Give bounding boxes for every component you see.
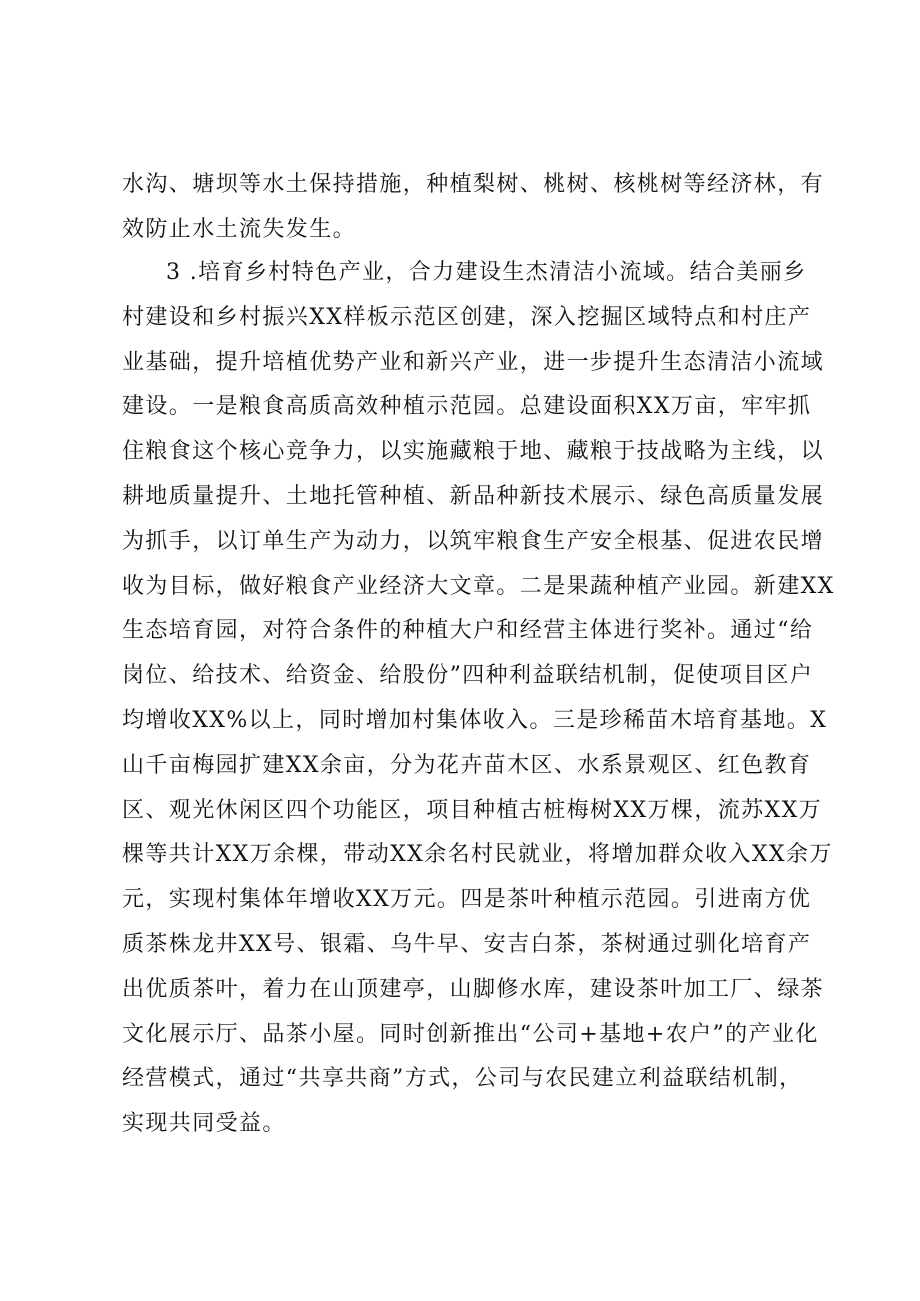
paragraph-continuation bbox=[122, 163, 825, 253]
text-line: 住粮食这个核心竞争力，以实施藏粮于地、藏粮于技战略为主线，以 bbox=[122, 439, 825, 465]
text-line: 元，实现村集体年增收XX万元。四是茶叶种植示范园。引进南方优 bbox=[122, 887, 812, 913]
text-line: 质茶株龙井XX号、银霜、乌牛早、安吉白茶，茶树通过驯化培育产 bbox=[122, 931, 812, 957]
text-line: 为抓手，以订单生产为动力，以筑牢粮食生产安全根基、促进农民增 bbox=[122, 528, 825, 554]
text-line: 出优质茶叶，着力在山顶建亭，山脚修水库，建设茶叶加工厂、绿茶 bbox=[122, 976, 825, 1002]
text-line: 山千亩梅园扩建XX余亩，分为花卉苗木区、水系景观区、红色教育 bbox=[122, 752, 812, 778]
text-line: 水沟、塘坝等水土保持措施，种植梨树、桃树、核桃树等经济林，有 bbox=[122, 172, 825, 197]
text-line: 村建设和乡村振兴XX样板示范区创建，深入挖掘区域特点和村庄产 bbox=[122, 304, 812, 330]
text-line: 收为目标，做好粮食产业经济大文章。二是果蔬种植产业园。新建XX bbox=[122, 573, 835, 599]
text-line: 区、观光休闲区四个功能区，项目种植古桩梅树XX万棵，流苏XX万 bbox=[122, 797, 823, 823]
text-line: 业基础，提升培植优势产业和新兴产业，进一步提升生态清洁小流域 bbox=[122, 349, 825, 375]
text-line: 生态培育园，对符合条件的种植大户和经营主体进行奖补。通过“给 bbox=[122, 618, 814, 644]
text-line: 耕地质量提升、土地托管种植、新品种新技术展示、绿色高质量发展 bbox=[122, 483, 825, 509]
text-line: 文化展示厅、品茶小屋。同时创新推出“公司+基地+农户”的产业化 bbox=[122, 1021, 819, 1047]
text-line: 岗位、给技术、给资金、给股份”四种利益联结机制，促使项目区户 bbox=[122, 663, 814, 689]
text-line: 实现共同受益。 bbox=[122, 1111, 286, 1137]
text-line: 效防止水土流失发生。 bbox=[122, 216, 357, 242]
text-line: 棵等共计XX万余棵，带动XX余名村民就业，将增加群众收入XX余万 bbox=[122, 842, 833, 868]
text-line: 均增收XX%以上，同时增加村集体收入。三是珍稀苗木培育基地。X bbox=[122, 707, 828, 733]
section-3-paragraph bbox=[122, 251, 835, 1147]
section-heading-line: 3 .培育乡村特色产业，合力建设生杰清洁小流域。结合美丽乡 bbox=[166, 260, 807, 285]
text-line: 经营模式，通过“共享共商”方式，公司与农民建立利益联结机制， bbox=[122, 1066, 803, 1092]
text-line: 建设。一是粮食高质高效种植示范园。总建设面积XX万亩，牢牢抓 bbox=[122, 394, 812, 420]
